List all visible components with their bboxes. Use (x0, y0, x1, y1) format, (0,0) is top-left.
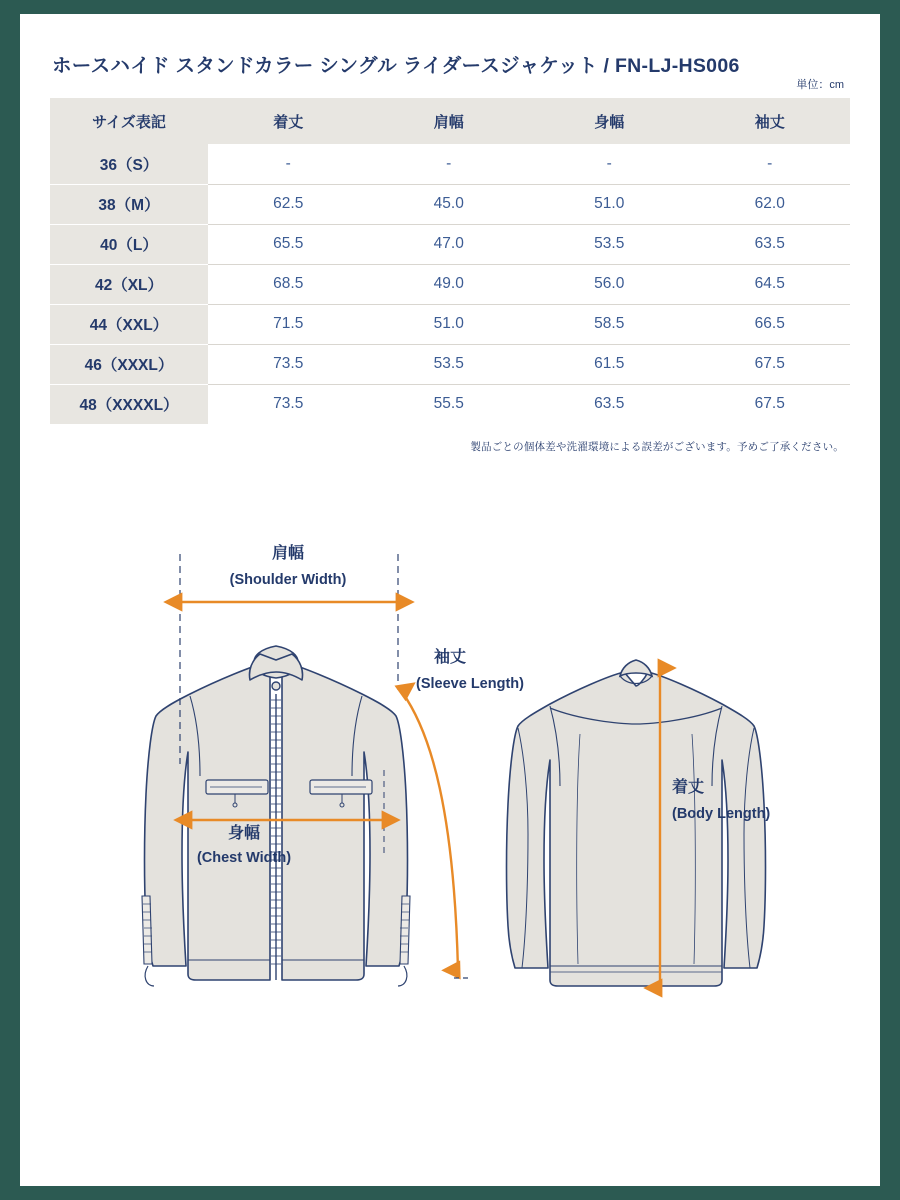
table-row (50, 224, 850, 264)
jacket-back-illustration (507, 660, 766, 986)
cell-shoulder-width: 47.0 (369, 224, 530, 264)
cell-shoulder-width: 45.0 (369, 184, 530, 224)
cell-body-length: 71.5 (208, 304, 369, 344)
jacket-front-illustration (142, 646, 410, 986)
sleeve-length-dimension (398, 647, 524, 978)
cell-shoulder-width: 53.5 (369, 344, 530, 384)
body-length-label-jp: 着丈 (672, 779, 705, 796)
size-table-container (50, 98, 850, 424)
table-header-shoulder-width: 肩幅 (369, 98, 530, 144)
cell-body-length: 65.5 (208, 224, 369, 264)
cell-chest-width: 63.5 (594, 395, 625, 413)
shoulder-width-label-en: (Shoulder Width) (229, 572, 347, 588)
shoulder-width-label-jp: 肩幅 (271, 545, 305, 562)
cell-size: 44（XXL） (50, 304, 208, 344)
measurement-disclaimer: 製品ごとの個体差や洗濯環境による誤差がございます。予めご了承ください。 (470, 441, 844, 453)
cell-body-length: 73.5 (208, 344, 369, 384)
size-table (50, 98, 850, 424)
cell-body-length: - (208, 144, 369, 184)
chest-width-label-jp: 身幅 (227, 825, 261, 842)
cell-body-length: 68.5 (208, 264, 369, 304)
cell-sleeve-length: 64.5 (690, 264, 851, 304)
cell-shoulder-width: 55.5 (433, 395, 464, 413)
page-title: ホースハイド スタンドカラー シングル ライダースジャケット / FN-LJ-HS006 (52, 55, 740, 77)
cell-sleeve-length: 67.5 (754, 395, 785, 413)
table-header-chest-width: 身幅 (529, 98, 690, 144)
cell-size: 36（S） (50, 144, 208, 184)
table-row (50, 384, 850, 424)
cell-chest-width: 58.5 (529, 304, 690, 344)
cell-size: 42（XL） (50, 264, 208, 304)
shoulder-width-dimension (180, 543, 398, 602)
document-sheet (20, 14, 880, 1186)
table-header-size: サイズ表記 (50, 98, 208, 144)
garment-measurement-diagram (20, 494, 880, 1034)
cell-shoulder-width: 49.0 (369, 264, 530, 304)
table-header-sleeve-length: 袖丈 (690, 98, 851, 144)
cell-sleeve-length: 66.5 (690, 304, 851, 344)
cell-chest-width: 61.5 (529, 344, 690, 384)
cell-body-length: 62.5 (208, 184, 369, 224)
table-header-body-length: 着丈 (208, 98, 369, 144)
cell-size: 48（XXXXL） (50, 384, 208, 424)
cell-sleeve-length: 67.5 (690, 344, 851, 384)
table-row (50, 264, 850, 304)
sleeve-length-label-en: (Sleeve Length) (416, 676, 524, 692)
cell-size: 46（XXXL） (50, 344, 208, 384)
table-row (50, 184, 850, 224)
cell-size: 38（M） (50, 184, 208, 224)
sleeve-length-label-jp: 袖丈 (434, 649, 467, 666)
body-length-label-en: (Body Length) (672, 806, 771, 822)
cell-chest-width: 53.5 (529, 224, 690, 264)
cell-chest-width: 51.0 (529, 184, 690, 224)
cell-size: 40（L） (50, 224, 208, 264)
cell-body-length: 73.5 (273, 395, 304, 413)
unit-note: 単位：cm (796, 79, 844, 91)
cell-sleeve-length: 62.0 (690, 184, 851, 224)
cell-shoulder-width: - (369, 144, 530, 184)
cell-sleeve-length: - (690, 144, 851, 184)
table-row (50, 144, 850, 184)
cell-chest-width: - (529, 144, 690, 184)
table-header-row (50, 98, 850, 144)
chest-width-label-en: (Chest Width) (196, 850, 292, 866)
cell-shoulder-width: 51.0 (369, 304, 530, 344)
cell-chest-width: 56.0 (529, 264, 690, 304)
cell-sleeve-length: 63.5 (690, 224, 851, 264)
table-row (50, 344, 850, 384)
table-row (50, 304, 850, 344)
